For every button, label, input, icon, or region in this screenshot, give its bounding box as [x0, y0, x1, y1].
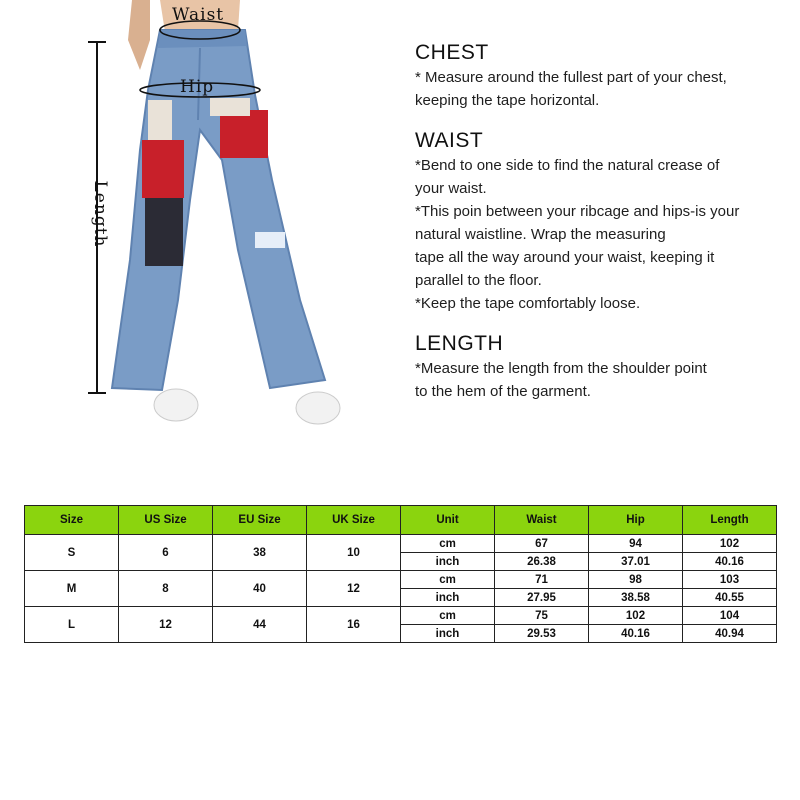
cell-waist: 26.38 — [495, 553, 589, 571]
header-us-size: US Size — [119, 506, 213, 535]
cell-size: S — [25, 535, 119, 571]
cell-hip: 40.16 — [589, 625, 683, 643]
chest-line: keeping the tape horizontal. — [415, 92, 600, 109]
jeans-illustration — [0, 0, 400, 440]
product-figure — [0, 0, 400, 440]
cell-hip: 98 — [589, 571, 683, 589]
cell-us: 8 — [119, 571, 213, 607]
left-sneaker — [154, 389, 198, 421]
length-label: Length — [90, 180, 110, 248]
header-unit: Unit — [401, 506, 495, 535]
waist-line: natural waistline. Wrap the measuring — [415, 226, 666, 243]
measurement-guide — [415, 40, 800, 419]
right-sneaker — [296, 392, 340, 424]
table-row — [25, 607, 777, 625]
waist-line: tape all the way around your waist, keeping it — [415, 249, 715, 266]
cell-us: 6 — [119, 535, 213, 571]
cell-uk: 12 — [307, 571, 401, 607]
cell-size: L — [25, 607, 119, 643]
cell-unit: cm — [401, 535, 495, 553]
cell-length: 102 — [683, 535, 777, 553]
cell-length: 104 — [683, 607, 777, 625]
length-line: *Measure the length from the shoulder point — [415, 360, 707, 377]
cell-waist: 67 — [495, 535, 589, 553]
waist-line: *Bend to one side to find the natural crease of — [415, 157, 720, 174]
cell-waist: 29.53 — [495, 625, 589, 643]
right-red-patch — [220, 110, 268, 158]
cell-hip: 94 — [589, 535, 683, 553]
table-row — [25, 535, 777, 553]
left-dark-patch — [145, 198, 183, 266]
chest-section — [415, 40, 800, 112]
cell-waist: 75 — [495, 607, 589, 625]
waist-line: parallel to the floor. — [415, 272, 542, 289]
cell-unit: cm — [401, 571, 495, 589]
cell-unit: inch — [401, 553, 495, 571]
left-red-patch — [142, 140, 184, 198]
cell-length: 40.94 — [683, 625, 777, 643]
cell-hip: 38.58 — [589, 589, 683, 607]
length-section — [415, 331, 800, 403]
cell-hip: 37.01 — [589, 553, 683, 571]
right-white-patch — [210, 98, 250, 116]
length-title: LENGTH — [415, 332, 504, 355]
cell-eu: 38 — [213, 535, 307, 571]
hip-label: Hip — [180, 77, 215, 97]
waist-section — [415, 128, 800, 315]
waist-label: Waist — [172, 5, 225, 25]
table-row — [25, 571, 777, 589]
cell-unit: cm — [401, 607, 495, 625]
waist-title: WAIST — [415, 129, 484, 152]
length-line: to the hem of the garment. — [415, 383, 591, 400]
header-hip: Hip — [589, 506, 683, 535]
left-white-patch — [148, 100, 172, 140]
waist-line: *Keep the tape comfortably loose. — [415, 295, 641, 312]
header-size: Size — [25, 506, 119, 535]
table-header-row — [25, 506, 777, 535]
waist-line: your waist. — [415, 180, 487, 197]
knee-rip — [255, 232, 285, 248]
cell-length: 40.55 — [683, 589, 777, 607]
header-uk-size: UK Size — [307, 506, 401, 535]
waist-line: *This poin between your ribcage and hips-is your — [415, 203, 740, 220]
cell-waist: 71 — [495, 571, 589, 589]
cell-size: M — [25, 571, 119, 607]
cell-hip: 102 — [589, 607, 683, 625]
header-length: Length — [683, 506, 777, 535]
header-eu-size: EU Size — [213, 506, 307, 535]
cell-uk: 16 — [307, 607, 401, 643]
size-chart-table — [24, 505, 777, 643]
header-waist: Waist — [495, 506, 589, 535]
cell-eu: 40 — [213, 571, 307, 607]
cell-length: 40.16 — [683, 553, 777, 571]
left-arm — [128, 0, 150, 70]
cell-unit: inch — [401, 625, 495, 643]
cell-eu: 44 — [213, 607, 307, 643]
cell-unit: inch — [401, 589, 495, 607]
chest-title: CHEST — [415, 41, 489, 64]
cell-waist: 27.95 — [495, 589, 589, 607]
cell-us: 12 — [119, 607, 213, 643]
cell-length: 103 — [683, 571, 777, 589]
cell-uk: 10 — [307, 535, 401, 571]
chest-line: * Measure around the fullest part of your chest, — [415, 69, 727, 86]
